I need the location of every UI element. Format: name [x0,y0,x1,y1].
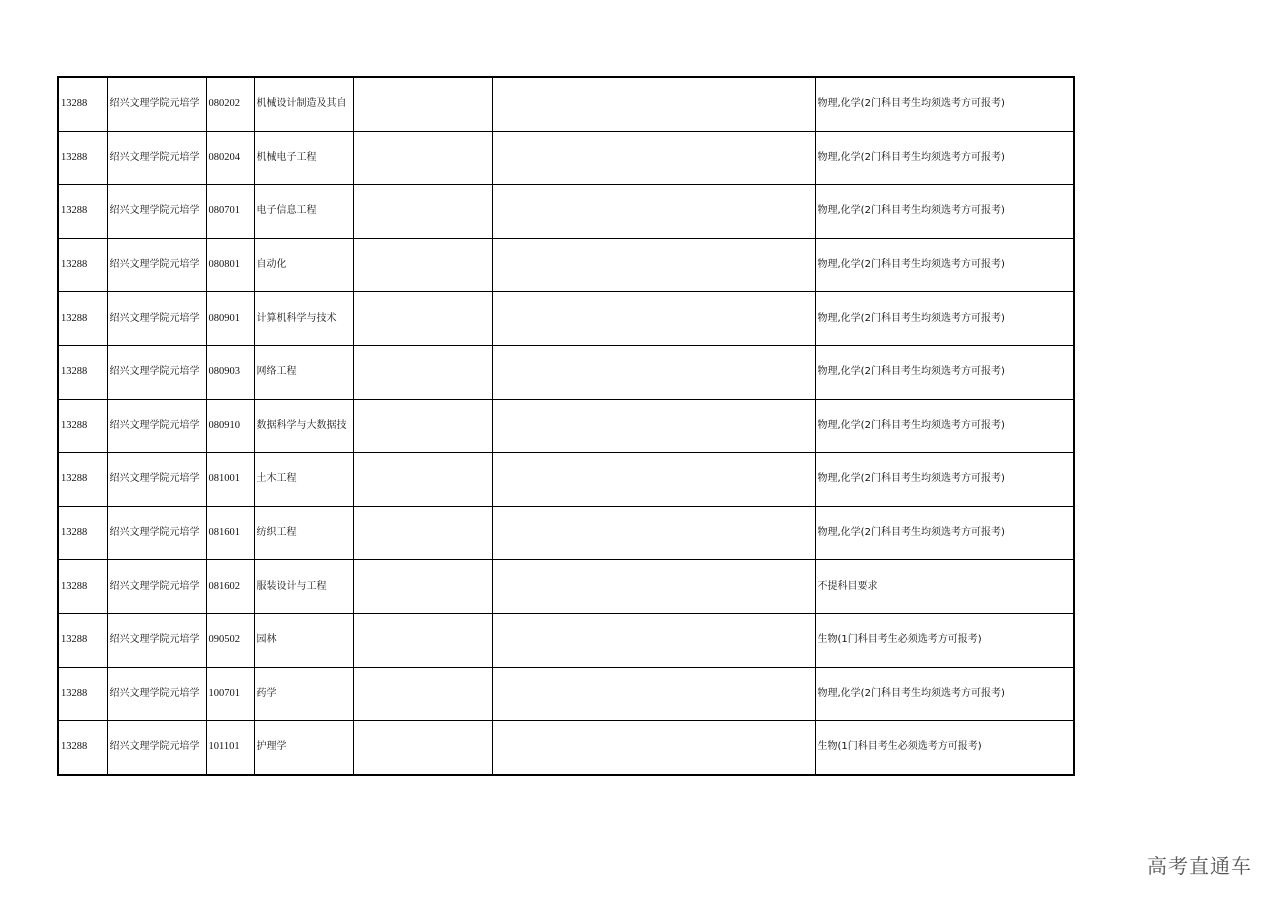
school-name-cell: 绍兴文理学院元培学 [107,292,206,346]
major-name-cell: 纺织工程 [254,506,353,560]
major-code-cell: 080910 [206,399,254,453]
major-code-cell: 081602 [206,560,254,614]
major-name-cell: 计算机科学与技术 [254,292,353,346]
table-row [58,345,1074,399]
school-name-cell: 绍兴文理学院元培学 [107,453,206,507]
major-name-cell: 网络工程 [254,345,353,399]
major-code-cell: 101101 [206,721,254,775]
school-name-cell: 绍兴文理学院元培学 [107,77,206,131]
school-name-cell: 绍兴文理学院元培学 [107,131,206,185]
school-name-cell: 绍兴文理学院元培学 [107,506,206,560]
major-code-cell: 080701 [206,185,254,239]
school-name-cell: 绍兴文理学院元培学 [107,238,206,292]
empty-cell [353,77,492,131]
subject-requirements-table [57,76,1075,776]
major-code-cell: 080801 [206,238,254,292]
empty-cell [492,77,815,131]
major-name-cell: 数据科学与大数据技 [254,399,353,453]
empty-cell [492,613,815,667]
subject-requirement-cell: 物理,化学(2门科目考生均须选考方可报考) [815,77,1074,131]
empty-cell [353,506,492,560]
empty-cell [492,721,815,775]
school-name-cell: 绍兴文理学院元培学 [107,613,206,667]
school-name-cell: 绍兴文理学院元培学 [107,667,206,721]
empty-cell [353,185,492,239]
school-code-cell: 13288 [58,721,107,775]
subject-requirement-cell: 不提科目要求 [815,560,1074,614]
empty-cell [492,667,815,721]
subject-requirement-cell: 生物(1门科目考生必须选考方可报考) [815,721,1074,775]
major-code-cell: 090502 [206,613,254,667]
empty-cell [492,453,815,507]
major-code-cell: 080202 [206,77,254,131]
table-row [58,399,1074,453]
empty-cell [353,238,492,292]
school-code-cell: 13288 [58,560,107,614]
empty-cell [492,238,815,292]
empty-cell [353,131,492,185]
major-name-cell: 服装设计与工程 [254,560,353,614]
watermark-text: 高考直通车 [1147,854,1252,878]
subject-requirement-cell: 物理,化学(2门科目考生均须选考方可报考) [815,399,1074,453]
major-name-cell: 电子信息工程 [254,185,353,239]
school-name-cell: 绍兴文理学院元培学 [107,721,206,775]
major-name-cell: 土木工程 [254,453,353,507]
subject-requirement-cell: 物理,化学(2门科目考生均须选考方可报考) [815,292,1074,346]
table-row [58,613,1074,667]
school-code-cell: 13288 [58,185,107,239]
table-row [58,238,1074,292]
subject-requirement-cell: 物理,化学(2门科目考生均须选考方可报考) [815,238,1074,292]
school-code-cell: 13288 [58,292,107,346]
major-name-cell: 护理学 [254,721,353,775]
empty-cell [353,453,492,507]
empty-cell [492,345,815,399]
empty-cell [492,506,815,560]
empty-cell [353,613,492,667]
school-code-cell: 13288 [58,667,107,721]
empty-cell [353,399,492,453]
subject-requirement-cell: 生物(1门科目考生必须选考方可报考) [815,613,1074,667]
school-name-cell: 绍兴文理学院元培学 [107,185,206,239]
major-code-cell: 080204 [206,131,254,185]
table-row [58,292,1074,346]
empty-cell [492,560,815,614]
major-code-cell: 080901 [206,292,254,346]
school-code-cell: 13288 [58,131,107,185]
school-code-cell: 13288 [58,506,107,560]
subject-requirement-cell: 物理,化学(2门科目考生均须选考方可报考) [815,185,1074,239]
empty-cell [353,667,492,721]
empty-cell [492,292,815,346]
major-name-cell: 自动化 [254,238,353,292]
major-code-cell: 081601 [206,506,254,560]
school-code-cell: 13288 [58,238,107,292]
subject-requirement-cell: 物理,化学(2门科目考生均须选考方可报考) [815,453,1074,507]
empty-cell [353,560,492,614]
major-code-cell: 100701 [206,667,254,721]
subject-requirement-cell: 物理,化学(2门科目考生均须选考方可报考) [815,131,1074,185]
school-code-cell: 13288 [58,453,107,507]
subject-requirement-cell: 物理,化学(2门科目考生均须选考方可报考) [815,345,1074,399]
table-row [58,721,1074,775]
school-name-cell: 绍兴文理学院元培学 [107,399,206,453]
subject-requirement-cell: 物理,化学(2门科目考生均须选考方可报考) [815,506,1074,560]
major-name-cell: 园林 [254,613,353,667]
table-row [58,506,1074,560]
empty-cell [353,721,492,775]
empty-cell [492,131,815,185]
major-code-cell: 081001 [206,453,254,507]
school-name-cell: 绍兴文理学院元培学 [107,345,206,399]
school-code-cell: 13288 [58,613,107,667]
table-row [58,560,1074,614]
table-row [58,185,1074,239]
school-code-cell: 13288 [58,345,107,399]
empty-cell [492,399,815,453]
empty-cell [492,185,815,239]
table-row [58,667,1074,721]
table-body [58,77,1074,775]
school-code-cell: 13288 [58,77,107,131]
table-row [58,131,1074,185]
table-row [58,453,1074,507]
table-row [58,77,1074,131]
empty-cell [353,345,492,399]
major-code-cell: 080903 [206,345,254,399]
school-code-cell: 13288 [58,399,107,453]
major-name-cell: 药学 [254,667,353,721]
subject-requirement-cell: 物理,化学(2门科目考生均须选考方可报考) [815,667,1074,721]
school-name-cell: 绍兴文理学院元培学 [107,560,206,614]
major-name-cell: 机械电子工程 [254,131,353,185]
major-name-cell: 机械设计制造及其自 [254,77,353,131]
empty-cell [353,292,492,346]
